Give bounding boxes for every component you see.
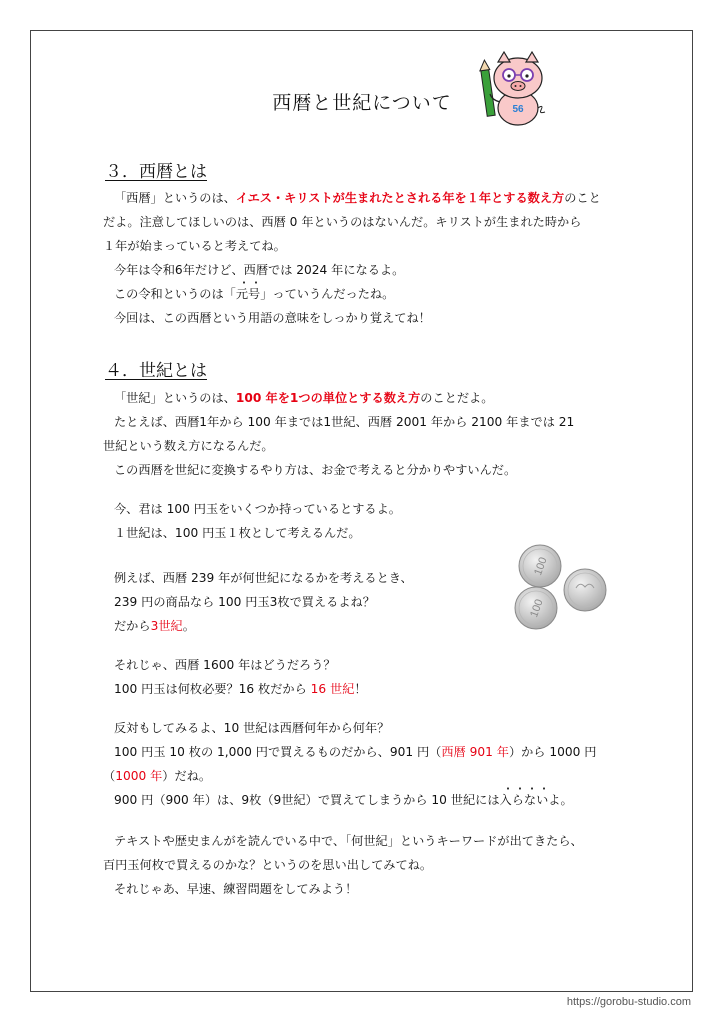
pig-badge-text: 56 — [512, 104, 524, 115]
section-4-heading: ４．世紀とは — [105, 361, 207, 381]
section-4-line-17: 百円玉何枚で買えるのかな？というのを思い出してみてね。 — [103, 858, 433, 872]
section-3-paragraph-line-3: １年が始まっていると考えてね。 — [103, 239, 286, 253]
svg-text:100: 100 — [528, 597, 546, 620]
svg-text:100: 100 — [532, 555, 550, 578]
section-4-line-5: 今、君は 100 円玉をいくつか持っているとするよ。 — [114, 502, 401, 516]
section-4-line-12: 反対もしてみるよ、10 世紀は西暦何年から何年？ — [114, 721, 390, 735]
section-4-line-1: 「世紀」というのは、100 年を1つの単位とする数え方のことだよ。 — [114, 391, 494, 405]
section-4-line-16: テキストや歴史まんがを読んでいる中で、「何世紀」というキーワードが出てきたら、 — [114, 834, 583, 848]
coin-icon — [519, 545, 561, 587]
section-3-heading: ３．西暦とは — [105, 162, 207, 182]
section-4-line-4: この西暦を世紀に変換するやり方は、お金で考えると分かりやすいんだ。 — [114, 463, 517, 477]
section-4-line-10: それじゃ、西暦 1600 年はどうだろう？ — [114, 658, 336, 672]
section-4-line-3: 世紀という数え方になるんだ。 — [103, 439, 274, 453]
section-4-line-7: 例えば、西暦 239 年が何世紀になるかを考えるとき、 — [114, 571, 413, 585]
pig-mascot-illustration — [478, 50, 550, 130]
emphasized-term: 入らない — [499, 793, 549, 807]
section-4-line-11: 100 円玉は何枚必要？16 枚だから 16 世紀！ — [114, 682, 367, 696]
section-3-paragraph-line-5: この令和というのは「元号」っていうんだったね。 — [114, 287, 395, 301]
page-title: 西暦と世紀について — [272, 92, 452, 114]
section-4-line-9: だから3世紀。 — [114, 619, 195, 633]
pencil-icon — [478, 60, 495, 117]
hundred-yen-coins-illustration — [510, 538, 610, 633]
emphasized-term: 元号 — [235, 287, 261, 301]
section-3-paragraph-line-4: 今年は令和6年だけど、西暦では 2024 年になるよ。 — [114, 263, 405, 277]
section-4-line-14: （1000 年）だね。 — [103, 769, 212, 783]
section-3-paragraph-line-1: 「西暦」というのは、イエス・キリストが生まれたとされる年を１年とする数え方のこと — [114, 191, 601, 205]
section-3-paragraph-line-2: だよ。注意してほしいのは、西暦 0 年というのはないんだ。キリストが生まれた時から — [103, 215, 582, 229]
section-4-line-13: 100 円玉 10 枚の 1,000 円で買えるものだから、901 円（西暦 901 年）から 1000 円 — [114, 745, 597, 759]
section-3-paragraph-line-6: 今回は、この西暦という用語の意味をしっかり覚えてね！ — [114, 311, 431, 325]
coin-icon — [564, 569, 606, 611]
section-4-line-18: それじゃあ、早速、練習問題をしてみよう！ — [114, 882, 358, 896]
section-4-line-2: たとえば、西暦1年から 100 年までは1世紀、西暦 2001 年から 2100 年までは 21 — [114, 415, 575, 429]
section-4-line-6: １世紀は、100 円玉１枚として考えるんだ。 — [114, 526, 361, 540]
section-4-line-8: 239 円の商品なら 100 円玉3枚で買えるよね？ — [114, 595, 375, 609]
section-4-line-15: 900 円（900 年）は、9枚（9世紀）で買えてしまうから 10 世紀には入らないよ。 — [114, 793, 573, 807]
footer-url: https://gorobu-studio.com — [566, 996, 691, 1008]
coin-icon — [515, 587, 557, 629]
